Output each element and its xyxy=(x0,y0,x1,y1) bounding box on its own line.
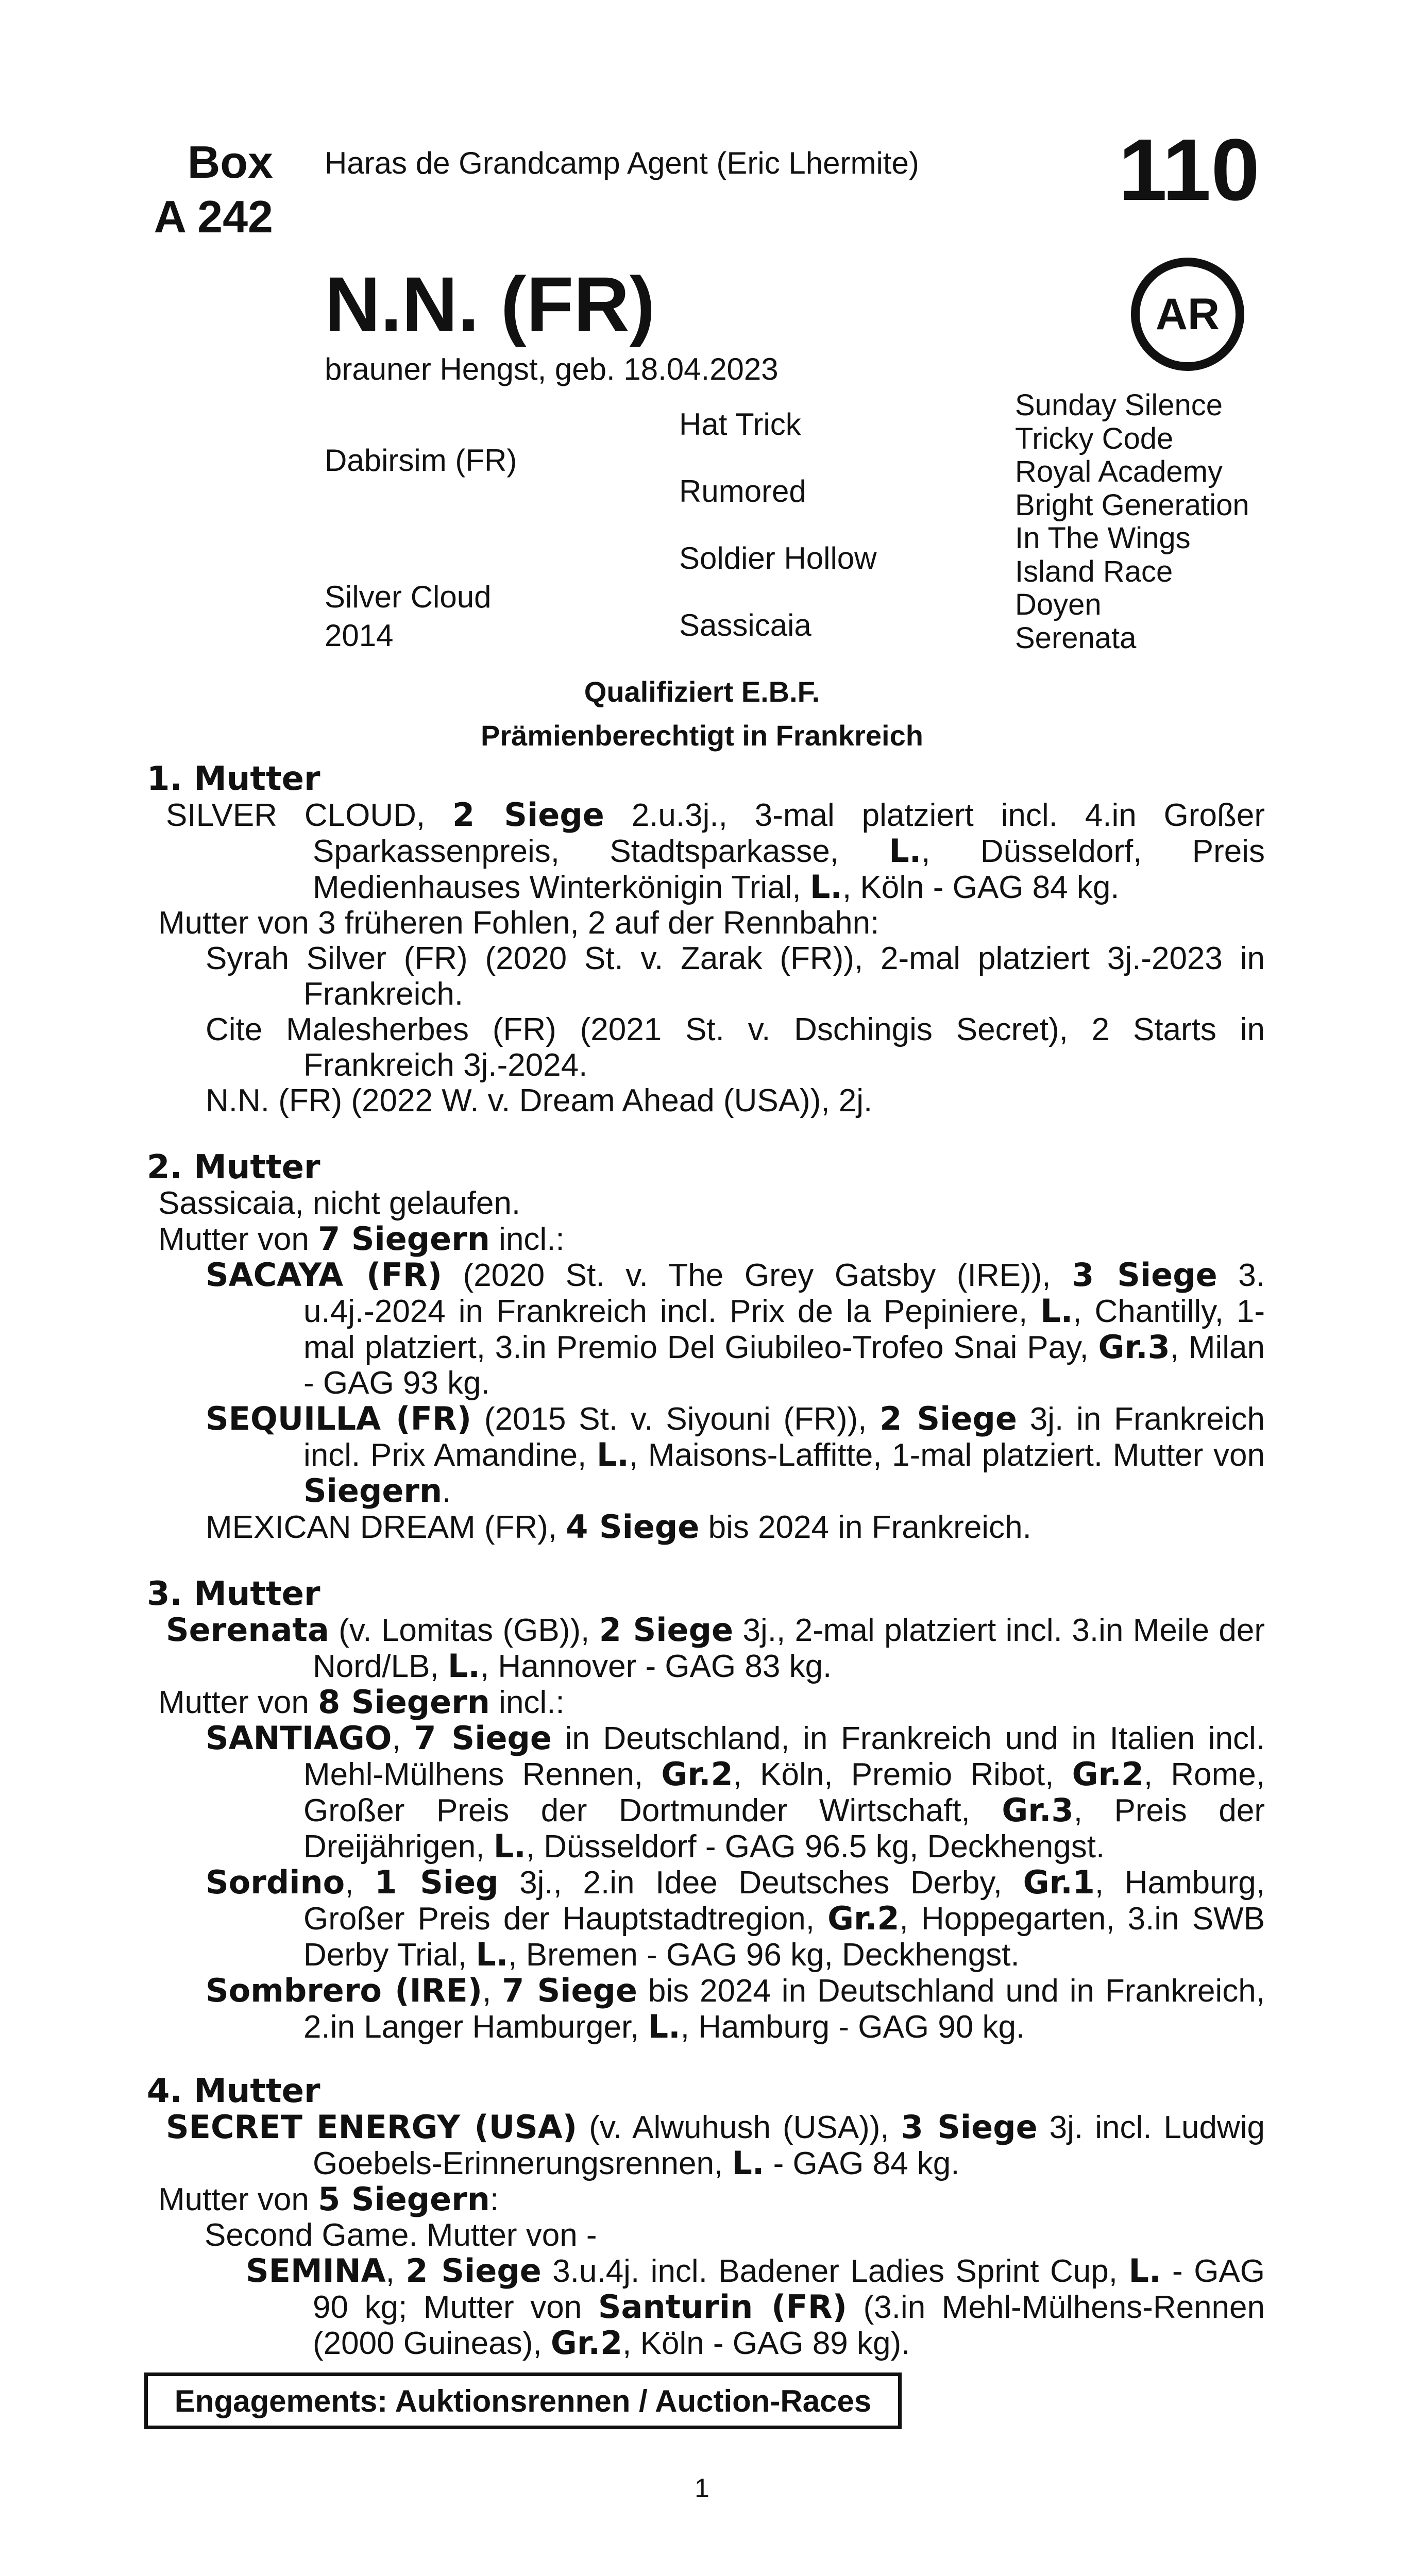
winners-count: 7 Siegern xyxy=(318,1220,490,1258)
engagements-box xyxy=(144,2372,902,2429)
pedigree-great-grandparent: Island Race xyxy=(1015,554,1173,588)
pedigree-sire: Dabirsim (FR) xyxy=(325,443,517,478)
horse-name-bold: SACAYA (FR) xyxy=(206,1256,442,1294)
group-mark: Gr.3 xyxy=(1002,1791,1074,1829)
qualification-praemie: Prämienberechtigt in Frankreich xyxy=(481,719,923,752)
horse-name-bold: SECRET ENERGY (USA) xyxy=(166,2108,578,2146)
record-text: , Rome, Großer Preis der Dortmunder Wirtschaft, xyxy=(303,1757,1265,1828)
intro-text: : xyxy=(489,2182,499,2217)
winners-count: 5 Siegern xyxy=(318,2180,490,2218)
record-text: bis 2024 in Frankreich. xyxy=(699,1510,1031,1545)
box-label-line1: Box xyxy=(187,137,273,188)
record-text: , Köln - GAG 84 kg. xyxy=(842,870,1120,905)
section-mutter-2 xyxy=(147,1150,1265,1545)
record-text: 3j., 2.in Idee Deutsches Derby, xyxy=(498,1865,1023,1901)
section-mutter-4 xyxy=(147,2074,1265,2361)
pedigree-dam: Silver Cloud xyxy=(325,580,492,614)
wins: 2 Siege xyxy=(879,1400,1017,1437)
record-text: 3.u.4j. incl. Badener Ladies Sprint Cup, xyxy=(541,2253,1129,2289)
record-text: , Maisons-Laffitte, 1-mal platziert. Mutter von xyxy=(629,1437,1265,1473)
record-text: , Hamburg, Großer Preis der Hauptstadtregion, xyxy=(303,1865,1265,1937)
engagements-text: Engagements: Auktionsrennen / Auction-Races xyxy=(174,2383,872,2418)
agent-name: Haras de Grandcamp Agent (Eric Lhermite) xyxy=(325,146,919,180)
offspring-entry xyxy=(158,1973,1265,2045)
record-text: 3j. incl. Ludwig Goebels-Erinnerungsrennen, xyxy=(313,2110,1265,2181)
offspring-entry xyxy=(158,1401,1265,1509)
record-text: (3.in Mehl-Mülhens-Rennen (2000 Guineas), xyxy=(313,2290,1265,2361)
record-text: , Milan - GAG 93 kg. xyxy=(303,1330,1265,1401)
offspring-intro xyxy=(158,1684,1265,1720)
pedigree-grandparent: Sassicaia xyxy=(679,608,811,642)
horse-name-bold: Sombrero (IRE) xyxy=(206,1972,483,2009)
wins: 2 Siege xyxy=(405,2252,542,2290)
wins: 4 Siege xyxy=(566,1508,700,1546)
intro-text: Mutter von xyxy=(158,2182,318,2217)
listed-mark: L. xyxy=(732,2144,765,2182)
offspring-entry: Cite Malesherbes (FR) (2021 St. v. Dschingis Secret), 2 Starts in Frankreich 3j.-2024. xyxy=(206,1012,1265,1083)
listed-mark: L. xyxy=(889,832,922,870)
wins: 3 Siege xyxy=(1072,1256,1217,1294)
pedigree-dam-year: 2014 xyxy=(325,618,394,653)
pedigree-great-grandparent: Sunday Silence xyxy=(1015,388,1223,422)
listed-mark: L. xyxy=(596,1436,629,1473)
record-text: , Chantilly, 1-mal platziert, 3.in Premio Del Giubileo-Trofeo Snai Pay, xyxy=(303,1294,1265,1365)
lot-number: 110 xyxy=(1118,121,1260,219)
intro-text: incl.: xyxy=(489,1222,565,1257)
section-mutter-3 xyxy=(147,1577,1265,2045)
group-mark: Gr.1 xyxy=(1023,1863,1095,1901)
section-heading: 4. Mutter xyxy=(147,2072,320,2110)
group-mark: Gr.2 xyxy=(827,1900,900,1937)
ar-badge xyxy=(1131,258,1244,371)
horse-name-bold: Sordino xyxy=(206,1863,345,1901)
record-text: 3j., 2-mal platziert incl. 3.in Meile der Nord/LB, xyxy=(313,1613,1265,1684)
winners-mark: Siegern xyxy=(303,1472,443,1510)
record-text: - GAG 90 kg; Mutter von xyxy=(313,2253,1265,2325)
box-label-line2: A 242 xyxy=(154,191,273,242)
record-text: , Hoppegarten, 3.in SWB Derby Trial, xyxy=(303,1901,1265,1973)
listed-mark: L. xyxy=(648,2008,681,2045)
dam-record: Sassicaia, nicht gelaufen. xyxy=(158,1185,521,1221)
horse-name-bold: Serenata xyxy=(166,1611,329,1649)
offspring-entry xyxy=(158,1509,1265,1545)
pedigree-grandparent: Hat Trick xyxy=(679,407,801,442)
horse-description: brauner Hengst, geb. 18.04.2023 xyxy=(325,352,779,386)
record-text: , Düsseldorf, Preis Medienhauses Winterkönigin Trial, xyxy=(313,834,1265,905)
offspring-entry xyxy=(158,1865,1265,1973)
group-mark: Gr.2 xyxy=(661,1755,733,1793)
section-heading: 2. Mutter xyxy=(147,1148,320,1187)
record-text: , Bremen - GAG 96 kg, Deckhengst. xyxy=(508,1937,1020,1973)
listed-mark: L. xyxy=(493,1827,526,1865)
record-text: (v. Lomitas (GB)), xyxy=(329,1613,599,1648)
offspring-intro xyxy=(158,1221,1265,1257)
pedigree-great-grandparent: Doyen xyxy=(1015,588,1102,621)
horse-name-bold: Santurin (FR) xyxy=(598,2288,847,2326)
wins: 7 Siege xyxy=(414,1719,552,1757)
listed-mark: L. xyxy=(1128,2252,1161,2290)
page-number: 1 xyxy=(695,2473,709,2503)
record-text: - GAG 84 kg. xyxy=(764,2146,960,2181)
record-text: , Hamburg - GAG 90 kg. xyxy=(680,2009,1025,2045)
record-text: in Deutschland, in Frankreich und in Italien incl. Mehl-Mülhens Rennen, xyxy=(303,1721,1265,1792)
section-mutter-1 xyxy=(147,761,1265,1118)
pedigree-grandparent: Rumored xyxy=(679,474,806,509)
horse-name-bold: SEMINA xyxy=(246,2252,386,2290)
intro-text: Mutter von xyxy=(158,1222,318,1257)
listed-mark: L. xyxy=(476,1936,509,1973)
horse-name-bold: SEQUILLA (FR) xyxy=(206,1400,472,1437)
record-text: , Köln - GAG 89 kg). xyxy=(622,2326,910,2361)
wins: 2 Siege xyxy=(599,1611,734,1649)
record-text: , xyxy=(392,1721,414,1756)
dam-name: SILVER CLOUD xyxy=(166,798,416,833)
pedigree-great-grandparent: Bright Generation xyxy=(1015,488,1249,522)
record-text: , xyxy=(345,1865,375,1901)
pedigree-great-grandparent: In The Wings xyxy=(1015,521,1191,555)
pedigree-great-grandparents xyxy=(1015,389,1249,655)
wins: 3 Siege xyxy=(901,2108,1038,2146)
record-text: 3j. in Frankreich incl. Prix Amandine, xyxy=(303,1401,1265,1473)
horse-name-bold: SANTIAGO xyxy=(206,1719,392,1757)
wins: 1 Sieg xyxy=(375,1863,499,1901)
pedigree-great-grandparent: Tricky Code xyxy=(1015,421,1174,455)
dam-record xyxy=(158,1612,1265,1684)
group-mark: Gr.2 xyxy=(1072,1755,1144,1793)
dam-record: SILVER CLOUD, 2 Siege 2.u.3j., 3-mal platziert incl. 4.in Großer Sparkassenpreis, Stadtsparkasse, L., Düsseldorf, Preis Medienhauses Winterkönigin Trial, L., Köln - GAG 84 kg. xyxy=(166,796,1265,906)
record-text: . xyxy=(442,1473,451,1509)
dam-record xyxy=(158,2109,1265,2181)
group-mark: Gr.3 xyxy=(1098,1328,1170,1366)
box-number xyxy=(124,135,273,244)
record-text: (v. Alwuhush (USA)), xyxy=(577,2110,901,2145)
record-text: , xyxy=(385,2253,406,2289)
pedigree-great-grandparent: Serenata xyxy=(1015,621,1137,655)
ar-badge-text: AR xyxy=(1155,289,1220,339)
offspring-entry xyxy=(158,1720,1265,1865)
record-text: (2020 St. v. The Grey Gatsby (IRE)), xyxy=(442,1258,1072,1293)
record-text: (2015 St. v. Siyouni (FR)), xyxy=(471,1401,880,1437)
record-text: , Preis der Dreijährigen, xyxy=(303,1793,1265,1865)
pedigree-great-grandparent: Royal Academy xyxy=(1015,455,1223,488)
listed-mark: L. xyxy=(1040,1292,1073,1330)
pedigree-grandparent: Soldier Hollow xyxy=(679,541,877,575)
wins: 7 Siege xyxy=(502,1972,637,2009)
grand-offspring-entry xyxy=(158,2253,1265,2361)
offspring-intro: Mutter von 3 früheren Fohlen, 2 auf der Rennbahn: xyxy=(158,905,879,941)
record-text: bis 2024 in Deutschland und in Frankreich, 2.in Langer Hamburger, xyxy=(303,1973,1265,2045)
intro-text: Mutter von xyxy=(158,1685,318,1720)
group-mark: Gr.2 xyxy=(550,2324,623,2362)
offspring-entry: N.N. (FR) (2022 W. v. Dream Ahead (USA)), 2j. xyxy=(206,1083,873,1118)
record-text: 3. u.4j.-2024 in Frankreich incl. Prix de la Pepiniere, xyxy=(303,1258,1265,1329)
horse-name: N.N. (FR) xyxy=(325,261,655,347)
wins: 2 Siege xyxy=(452,796,604,834)
record-text: , Düsseldorf - GAG 96.5 kg, Deckhengst. xyxy=(526,1829,1105,1865)
qualification-ebf: Qualifiziert E.B.F. xyxy=(584,675,820,708)
record-text: , Köln, Premio Ribot, xyxy=(733,1757,1072,1792)
offspring-entry xyxy=(158,1257,1265,1401)
record-text: MEXICAN DREAM (FR), xyxy=(206,1510,566,1545)
offspring-intro xyxy=(158,2181,1265,2217)
record-text: 2.u.3j., 3-mal platziert incl. 4.in Großer Sparkassenpreis, Stadtsparkasse, xyxy=(313,798,1265,869)
section-heading: 3. Mutter xyxy=(147,1575,320,1613)
offspring-entry: Syrah Silver (FR) (2020 St. v. Zarak (FR)), 2-mal platziert 3j.-2023 in Frankreich. xyxy=(206,941,1265,1012)
record-text: , Hannover - GAG 83 kg. xyxy=(480,1649,832,1684)
listed-mark: L. xyxy=(809,868,842,906)
section-heading: 1. Mutter xyxy=(147,760,320,798)
winners-count: 8 Siegern xyxy=(318,1683,490,1721)
intro-text: incl.: xyxy=(489,1685,565,1720)
listed-mark: L. xyxy=(447,1647,480,1685)
offspring-entry: Second Game. Mutter von - xyxy=(205,2217,597,2253)
record-text: , xyxy=(482,1973,502,2009)
